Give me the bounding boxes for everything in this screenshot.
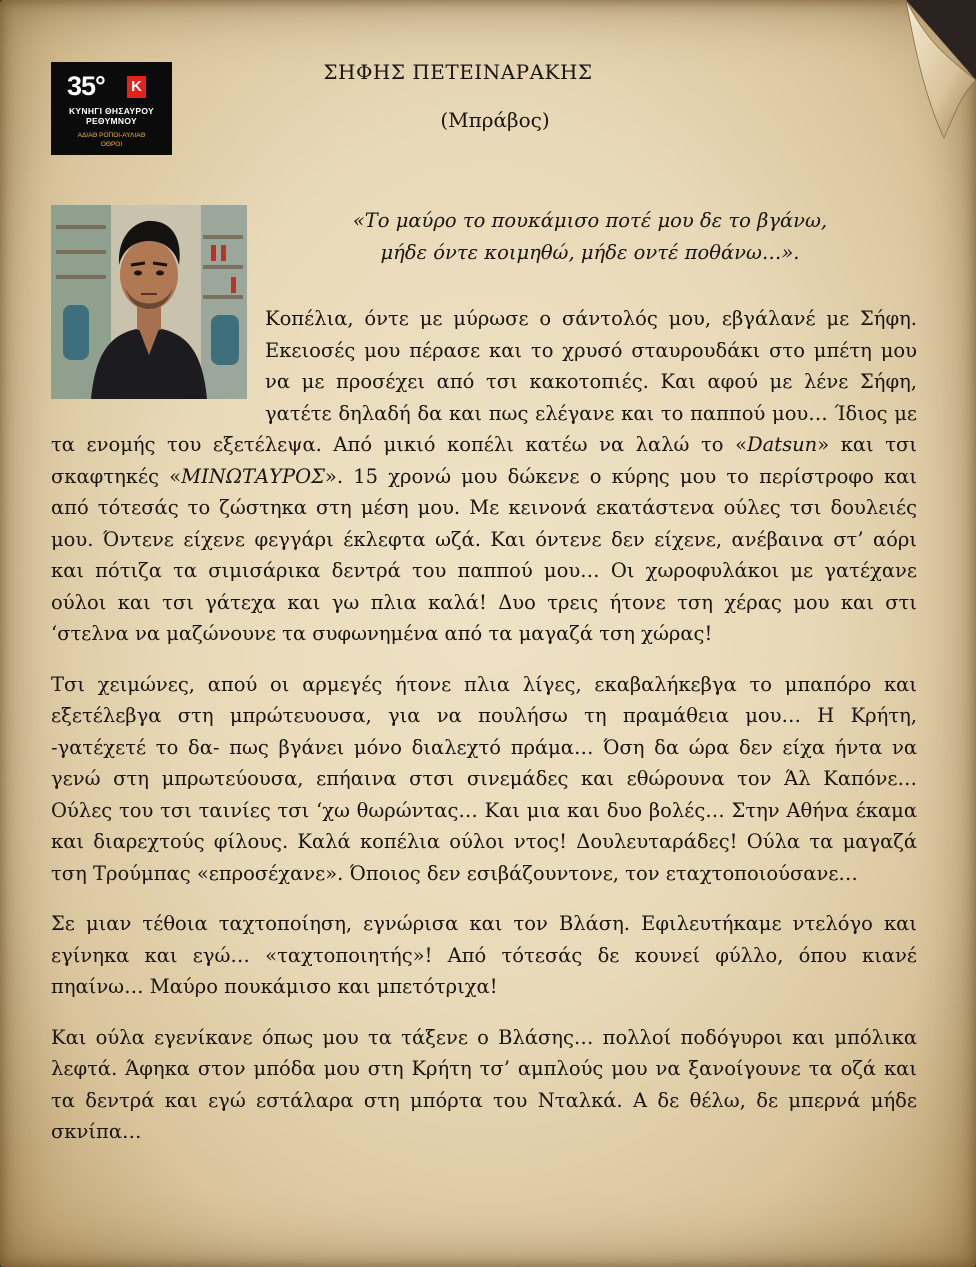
paragraph-4: Και ούλα εγενίκανε όπως μου τα τάξενε ο Βλάσης… πολλοί ποδόγυροι και μπόλικα λεφτά. Άφηκα στον μπόδα μου στη Κρήτη τσ’ αμπλούς μου να ξανοίγουνε τα οζά και τα δεντρά και εγώ εστάλαρα στη μπόρτα του Νταλκά. Α δε θέλω, δε μπερνά μήδε σκνίπα… (51, 1025, 917, 1143)
logo-line-3: ΑΔΙΑΘ ΡΟΠΟΙ-ΑΥΛΙΑΘ (77, 132, 146, 139)
logo-line-1: ΚΥΝΗΓΙ ΘΗΣΑΥΡΟΥ (68, 106, 155, 116)
datsun-term: Datsun (747, 433, 818, 456)
page-subtitle: (Μπράβος) (440, 108, 550, 132)
quote-line-2: μήδε όντε κοιμηθώ, μήδε οντέ ποθάνω…». (380, 241, 800, 264)
logo-line-2: ΡΕΘΥΜΝΟΥ (85, 116, 138, 126)
logo-brand-letter: K (127, 76, 146, 98)
paragraph-1: Κοπέλια, όντε με μύρωσε ο σάντολός μου, εβγάλανέ με Σήφη. Εκειοσές μου πέρασε και το χρυσό σταυρουδάκι στο μπέτη μου να με προσέχει από τσι κακοτοπιές. Και αφού με λένε Σήφη, γατέτε δηλαδή δα και πως ελέγανε και το παππού μου… Ίδιος με τα ενομής του εξετέλεψα. Από μικιό κοπέλι κατέω να λαλώ το «Datsun» και τσι σκαφτηκές «ΜΙΝΩΤΑΥΡΟΣ». 15 χρονώ μου δώκενε ο κύρης μου το περίστροφο και από τότεσάς το ζώστηκα στη μέση μου. Με κεινονά εκατάστενα ούλες τσι δουλειές μου. Όντενε είχενε φεγγάρι έκλεφτα ωζά. Και όντενε δεν είχενε, ανέβαινα στ’ αόρι και πότιζα τα σιμισάρικα δεντρά του παππού μου… Οι χωροφυλάκοι με γατέχανε ούλοι και τσι γάτεχα και γω πλια καλά! Δυο τρεις ήτονε τση χέρας μου και στι ‘στελνα να μαζώνουνε τα συφωνημένα από τα μαγαζά τση χώρας! (51, 307, 917, 645)
story-body (51, 303, 917, 1167)
epigraph-quote (265, 205, 915, 269)
logo-line-4: ΟΘΡΟΙ (100, 141, 123, 148)
minotavros-term: ΜΙΝΩΤΑΥΡΟΣ (181, 464, 325, 488)
page-title: ΣΗΦΗΣ ΠΕΤΕΙΝΑΡΑΚΗΣ (323, 60, 593, 84)
paragraph-3: Σε μιαν τέθοια ταχτοποίηση, εγνώρισα και τον Βλάση. Εφιλευτήκαμε ντελόγο και εγίνηκα και εγώ… «ταχτοποιητής»! Από τότεσάς δε κουνεί φύλλο, όπου κιανέ πηαίνω… Μαύρο πουκάμισο και μπετότριχα! (51, 912, 917, 998)
quote-line-1: «Το μαύρο το πουκάμισο ποτέ μου δε το βγάνω, (352, 209, 828, 232)
paragraph-2: Τσι χειμώνες, απού οι αρμεγές ήτονε πλια λίγες, εκαβαλήκεβγα το μπαπόρο και εξετέλεβγα στη μπρώτευουσα, για να πουλήσω τη πραμάθεια μου… Η Κρήτη, -γατέχετέ το δα- πως βγάνει μόνο διαλεχτό πράμα… Όση δα ώρα δεν είχα ήντα να γενώ στη μπρωτεύουσα, επήαινα στσι σινεμάδες και εθώρουνα τον Άλ Καπόνε… Ούλες του τσι ταινίες τσι ‘χω θωρώντας… Και μια και δυο βολές… Στην Αθήνα έκαμα και διαρεχτούς φίλους. Καλά κοπέλια ούλοι ντος! Δουλευταράδες! Ούλα τα μαγαζά τση Τρούμπας «επροσέχανε». Όποιος δεν εσιβάζουντονε, τον εταχτοποιούσανε… (51, 672, 917, 885)
logo-number: 35° (67, 71, 105, 101)
